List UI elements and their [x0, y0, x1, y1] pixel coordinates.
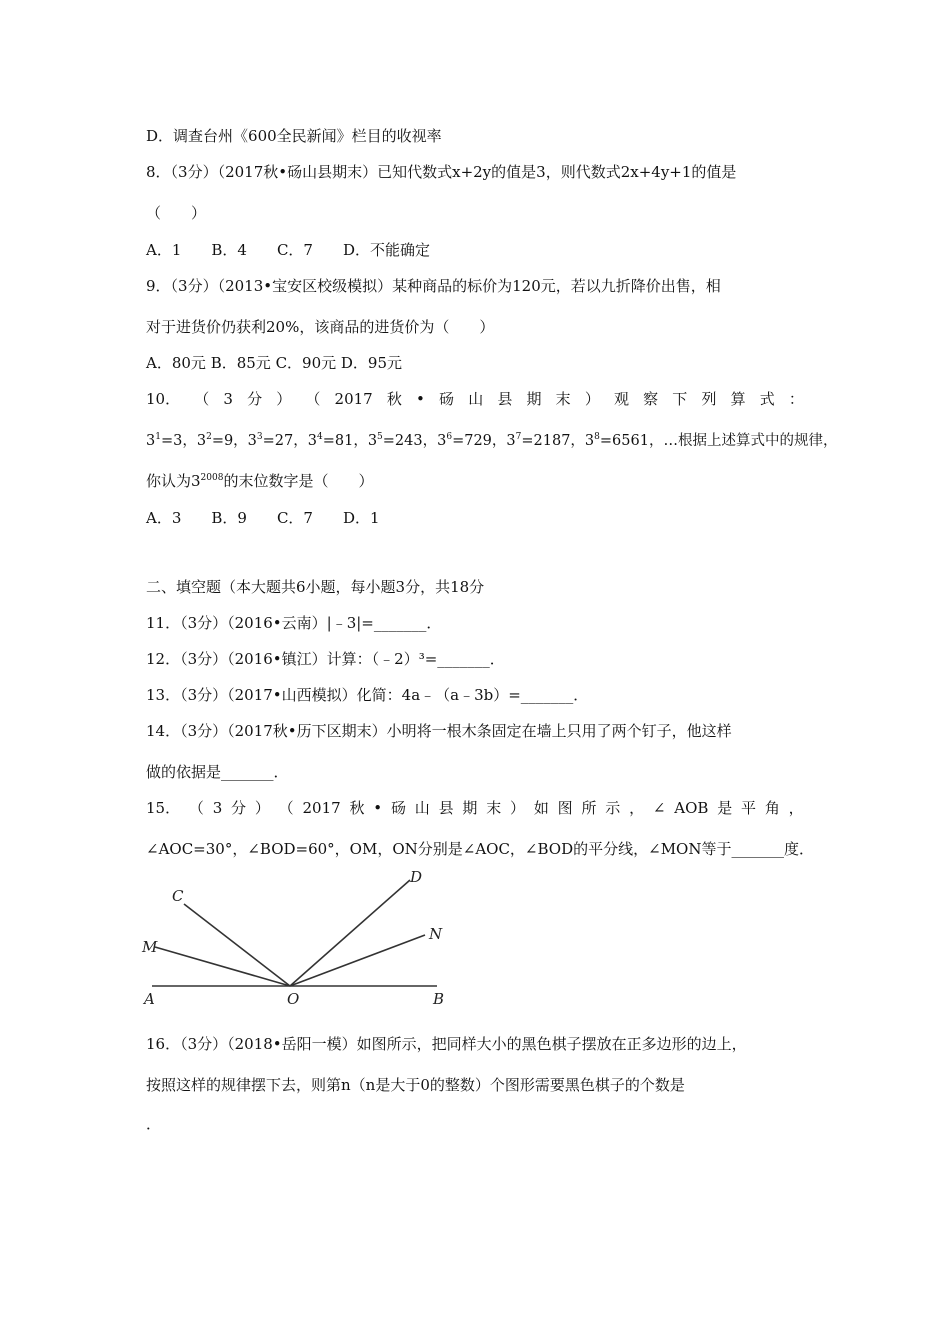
q15-token: 县 [438, 799, 454, 817]
q10-token: 山 [468, 390, 484, 408]
label-b: B [433, 990, 445, 1008]
q15-token: （ [188, 799, 204, 817]
q15-token: ， [788, 799, 804, 817]
q15-token: 示 [605, 799, 621, 817]
power-result: =6561，…根据上述算式中的规律， [599, 433, 838, 449]
q10-token: 下 [672, 390, 688, 408]
q15-token: 山 [414, 799, 430, 817]
q10-token: 县 [497, 390, 513, 408]
question-11: 11．（3分）（2016•云南）|﹣3|=_______． [146, 614, 442, 632]
q15-token: ） [254, 799, 270, 817]
q15-token: 2017 [302, 799, 341, 817]
label-d: D [410, 868, 423, 886]
q10-token: ： [788, 390, 804, 408]
ray-od [290, 880, 410, 986]
question-8-options: A．1 B．4 C．7 D．不能确定 [146, 241, 430, 259]
q15-token: 如 [533, 799, 549, 817]
question-14-stem: 14．（3分）（2017秋•历下区期末）小明将一根木条固定在墙上只用了两个钉子，他这样 [146, 722, 732, 740]
q15-token: 是 [717, 799, 733, 817]
q15-token: 15． [146, 799, 181, 817]
q10-token: 分 [247, 390, 263, 408]
q10-token: 3 [223, 390, 233, 408]
power-exponent: 4 [316, 432, 323, 442]
power-result: =729，3 [452, 433, 516, 449]
q10-token: 期 [526, 390, 542, 408]
q10-token: 式 [759, 390, 775, 408]
q15-token: ） [510, 799, 526, 817]
question-8-stem: 8．（3分）（2017秋•砀山县期末）已知代数式x+2y的值是3，则代数式2x+4y+1的值是 [146, 163, 737, 181]
power-base: 3 [146, 433, 156, 449]
label-o: O [287, 990, 300, 1008]
power-result: =27，3 [262, 433, 317, 449]
question-15-stem-cont: ∠AOC=30°，∠BOD=60°，OM，ON分别是∠AOC，∠BOD的平分线，∠MON等于_______度． [146, 840, 814, 858]
question-12: 12．（3分）（2016•镇江）计算：（﹣2）³=_______． [146, 650, 505, 668]
q10-token: 2017 [334, 390, 373, 408]
q15-token: 末 [486, 799, 502, 817]
q10-token: 观 [613, 390, 629, 408]
label-n: N [429, 925, 443, 943]
q10-text: 的末位数字是（ ） [223, 472, 374, 490]
q15-token: 秋 [349, 799, 365, 817]
question-16-blank: ． [146, 1115, 162, 1133]
power-result: =243，3 [382, 433, 447, 449]
q15-token: • [373, 799, 383, 817]
q10-token: 列 [701, 390, 717, 408]
q15-token: 所 [581, 799, 597, 817]
q10-token: （ [194, 390, 210, 408]
q10-token: ） [584, 390, 600, 408]
power-result: =3，3 [160, 433, 207, 449]
section-heading: 二、填空题（本大题共6小题，每小题3分，共18分 [146, 578, 485, 596]
ray-oc [184, 904, 290, 986]
ray-on [290, 935, 425, 986]
q15-token: 角 [764, 799, 780, 817]
power-exponent: 5 [377, 432, 383, 442]
q15-token: 平 [741, 799, 757, 817]
q10-token: 末 [555, 390, 571, 408]
question-16-stem-cont: 按照这样的规律摆下去，则第n（n是大于0的整数）个图形需要黑色棋子的个数是 [146, 1076, 685, 1094]
q10-token: 10． [146, 390, 181, 408]
question-14-stem-cont: 做的依据是_______． [146, 763, 289, 781]
power-exponent: 1 [155, 432, 161, 442]
q15-token: （ [278, 799, 294, 817]
question-9-stem: 9．（3分）（2013•宝安区校级模拟）某种商品的标价为120元，若以九折降价出售，相 [146, 277, 721, 295]
power-exponent: 7 [515, 432, 522, 442]
power-exponent: 2008 [200, 473, 224, 483]
option-line-q7-d: D．调查台州《600全民新闻》栏目的收视率 [146, 127, 442, 145]
label-m: M [142, 938, 158, 956]
power-exponent: 6 [446, 432, 453, 442]
q10-token: ） [276, 390, 292, 408]
question-8-answer-blank: （ ） [146, 204, 207, 222]
q15-token: 砀 [390, 799, 406, 817]
q15-token: 分 [231, 799, 247, 817]
q15-token: AOB [674, 799, 709, 817]
question-9-stem-cont: 对于进货价仍获利20%，该商品的进货价为（ ） [146, 318, 495, 336]
q10-text: 你认为3 [146, 472, 201, 490]
ray-om [155, 947, 290, 986]
q10-token: 砀 [439, 390, 455, 408]
q15-token: ∠ [652, 799, 666, 817]
q10-token: 秋 [386, 390, 402, 408]
q15-token: ， [629, 799, 645, 817]
power-result: =9，3 [211, 433, 257, 449]
label-a: A [144, 990, 155, 1008]
q10-token: 算 [730, 390, 746, 408]
label-c: C [172, 887, 184, 905]
q10-token: （ [305, 390, 321, 408]
q10-token: • [416, 390, 425, 408]
question-9-options: A．80元 B．85元 C．90元 D．95元 [146, 354, 403, 372]
power-exponent: 3 [256, 432, 263, 442]
q15-token: 3 [212, 799, 223, 817]
power-result: =81，3 [322, 433, 378, 449]
power-result: =2187，3 [521, 433, 595, 449]
question-16-stem: 16．（3分）（2018•岳阳一模）如图所示，把同样大小的黑色棋子摆放在正多边形的边上， [146, 1035, 747, 1053]
question-13: 13．（3分）（2017•山西模拟）化简：4a﹣（a﹣3b）=_______． [146, 686, 589, 704]
question-10-options: A．3 B．9 C．7 D．1 [146, 509, 380, 527]
q15-token: 图 [557, 799, 573, 817]
q10-token: 察 [643, 390, 659, 408]
power-exponent: 2 [206, 432, 212, 442]
power-exponent: 8 [594, 432, 600, 442]
q15-token: 期 [462, 799, 478, 817]
